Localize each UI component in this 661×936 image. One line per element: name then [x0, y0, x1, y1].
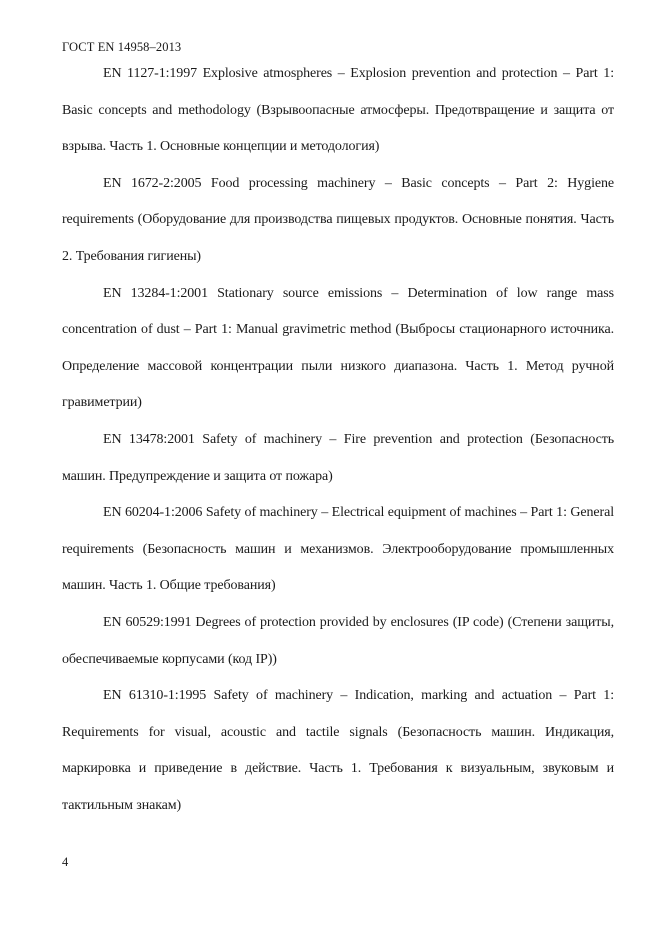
page-number: 4	[62, 855, 69, 869]
reference-en-1672-2: EN 1672-2:2005 Food processing machinery – Basic concepts – Part 2: Hygiene requirements (Оборудование для производства пищевых продуктов. Основные понятия. Часть 2. Требования гигиены)	[62, 175, 614, 264]
reference-en-61310-1: EN 61310-1:1995 Safety of machinery – Indication, marking and actuation – Part 1: Requirements for visual, acoustic and tactile signals (Безопасность машин. Индикация, маркировка и приведение в действие. Часть 1. Требования к визуальным, звуковым и тактильным знакам)	[62, 688, 614, 813]
reference-en-13478: EN 13478:2001 Safety of machinery – Fire prevention and protection (Безопасность машин. Предупреждение и защита от пожара)	[62, 431, 614, 484]
reference-en-1127-1: EN 1127-1:1997 Explosive atmospheres – Explosion prevention and protection – Part 1: Basic concepts and methodology (Взрывоопасные атмосферы. Предотвращение и защита от взрыва. Часть 1. Основные концепции и методология)	[62, 66, 614, 155]
normative-references	[62, 56, 614, 824]
document-header: ГОСТ EN 14958–2013	[62, 40, 182, 54]
reference-en-60529: EN 60529:1991 Degrees of protection provided by enclosures (IP code) (Степени защиты, обеспечиваемые корпусами (код IP))	[62, 614, 614, 667]
reference-en-60204-1: EN 60204-1:2006 Safety of machinery – Electrical equipment of machines – Part 1: General requirements (Безопасность машин и механизмов. Электрооборудование промышленных машин. Часть 1. Общие требования)	[62, 505, 614, 594]
reference-en-13284-1: EN 13284-1:2001 Stationary source emissions – Determination of low range mass concentration of dust – Part 1: Manual gravimetric method (Выбросы стационарного источника. Определение массовой концентрации пыли низкого диапазона. Часть 1. Метод ручной гравиметрии)	[62, 285, 614, 411]
